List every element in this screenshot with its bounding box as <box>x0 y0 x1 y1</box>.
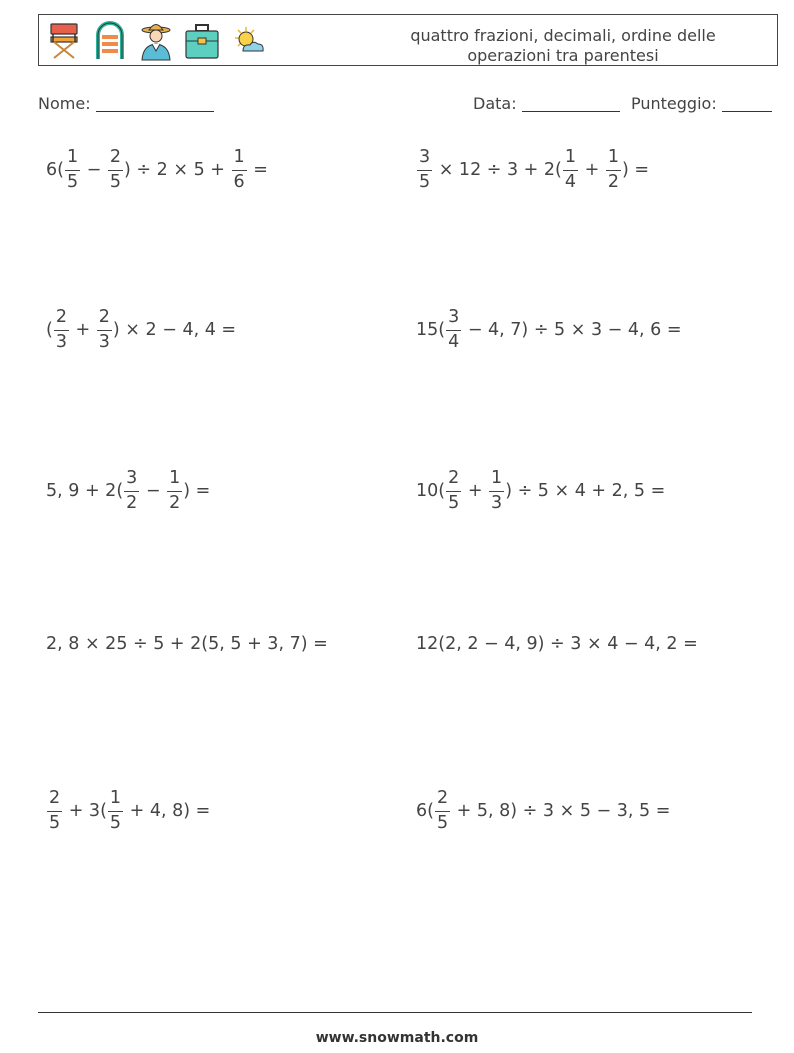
problem-9 <box>46 781 210 841</box>
problem-5 <box>46 461 210 521</box>
score-blank[interactable] <box>722 95 772 112</box>
footer-divider <box>38 1012 752 1013</box>
problem-4 <box>416 300 682 360</box>
denominator: 5 <box>448 492 460 513</box>
problem-text: + <box>69 320 96 340</box>
problem-text: ) = <box>621 160 650 180</box>
problem-text: 12(2, 2 − 4, 9) ÷ 3 × 4 − 4, 2 = <box>416 634 698 654</box>
problem-text: ( <box>46 320 53 340</box>
problem-text: + <box>579 160 605 180</box>
problem-text: × 12 ÷ 3 + 2( <box>433 160 562 180</box>
denominator: 5 <box>436 812 449 833</box>
problem-text: ) ÷ 2 × 5 + <box>124 160 231 180</box>
denominator: 5 <box>49 812 61 833</box>
name-label: Nome: <box>38 94 91 113</box>
fraction <box>232 149 247 191</box>
fraction <box>417 149 432 191</box>
denominator: 4 <box>448 331 460 352</box>
problem-text: 5, 9 + 2( <box>46 481 124 501</box>
fraction <box>124 470 139 512</box>
problem-text: 6( <box>46 160 64 180</box>
problem-text: 6( <box>416 801 434 821</box>
date-label: Data: <box>473 94 517 113</box>
problem-text: − <box>81 160 107 180</box>
name-field <box>38 94 214 113</box>
numerator: 1 <box>109 788 122 808</box>
problem-text: 10( <box>416 481 446 501</box>
fraction <box>606 149 621 191</box>
worksheet-title <box>383 26 743 66</box>
numerator: 3 <box>419 147 431 167</box>
problem-6 <box>416 461 665 521</box>
footer-url[interactable]: www.snowmath.com <box>315 1030 479 1046</box>
problem-text: + 3( <box>63 801 107 821</box>
denominator: 5 <box>66 171 79 192</box>
numerator: 2 <box>109 147 122 167</box>
fraction <box>446 470 461 512</box>
fraction <box>489 470 504 512</box>
explorer-person-icon <box>137 21 175 61</box>
fraction <box>97 309 112 351</box>
problem-text: + 5, 8) ÷ 3 × 5 − 3, 5 = <box>451 801 671 821</box>
denominator: 3 <box>98 331 110 352</box>
numerator: 1 <box>491 468 503 488</box>
title-line-1: quattro frazioni, decimali, ordine delle <box>410 26 716 45</box>
sun-cloud-icon <box>229 21 267 61</box>
denominator: 3 <box>55 331 67 352</box>
score-field <box>631 94 772 113</box>
numerator: 1 <box>607 147 619 167</box>
problem-text: + <box>462 481 489 501</box>
fraction <box>563 149 578 191</box>
fraction <box>167 470 182 512</box>
denominator: 2 <box>169 492 181 513</box>
director-chair-icon <box>45 21 83 61</box>
denominator: 3 <box>491 492 503 513</box>
denominator: 2 <box>126 492 138 513</box>
fraction <box>54 309 69 351</box>
name-blank[interactable] <box>96 95 214 112</box>
problem-text: ) × 2 − 4, 4 = <box>112 320 237 340</box>
problem-text: ) = <box>183 481 211 501</box>
denominator: 6 <box>233 171 245 192</box>
problem-text: 15( <box>416 320 446 340</box>
problem-text: ) ÷ 5 × 4 + 2, 5 = <box>505 481 666 501</box>
header-icons <box>45 21 267 61</box>
denominator: 2 <box>607 171 619 192</box>
date-blank[interactable] <box>522 95 620 112</box>
fraction <box>446 309 461 351</box>
problem-text: − <box>140 481 167 501</box>
fraction <box>435 790 450 832</box>
problem-text: 2, 8 × 25 ÷ 5 + 2(5, 5 + 3, 7) = <box>46 634 328 654</box>
numerator: 3 <box>126 468 138 488</box>
numerator: 2 <box>448 468 460 488</box>
ladder-icon <box>91 21 129 61</box>
problem-2 <box>416 140 649 200</box>
fraction <box>108 149 123 191</box>
numerator: 2 <box>436 788 449 808</box>
problem-10 <box>416 781 670 841</box>
denominator: 5 <box>109 812 122 833</box>
problem-text: = <box>247 160 268 180</box>
numerator: 1 <box>564 147 577 167</box>
worksheet-header <box>38 14 778 66</box>
problem-3 <box>46 300 236 360</box>
fraction <box>47 790 62 832</box>
fraction <box>65 149 80 191</box>
numerator: 2 <box>49 788 61 808</box>
denominator: 5 <box>109 171 122 192</box>
suitcase-icon <box>183 21 221 61</box>
problem-7 <box>46 614 328 674</box>
date-field <box>473 94 620 113</box>
problem-1 <box>46 140 268 200</box>
numerator: 2 <box>55 307 67 327</box>
numerator: 1 <box>66 147 79 167</box>
numerator: 3 <box>448 307 460 327</box>
numerator: 1 <box>233 147 245 167</box>
denominator: 5 <box>419 171 431 192</box>
problem-text: − 4, 7) ÷ 5 × 3 − 4, 6 = <box>462 320 682 340</box>
numerator: 2 <box>98 307 110 327</box>
fraction <box>108 790 123 832</box>
problem-text: + 4, 8) = <box>124 801 211 821</box>
title-line-2: operazioni tra parentesi <box>467 46 659 65</box>
problem-8 <box>416 614 698 674</box>
denominator: 4 <box>564 171 577 192</box>
score-label: Punteggio: <box>631 94 717 113</box>
numerator: 1 <box>169 468 181 488</box>
